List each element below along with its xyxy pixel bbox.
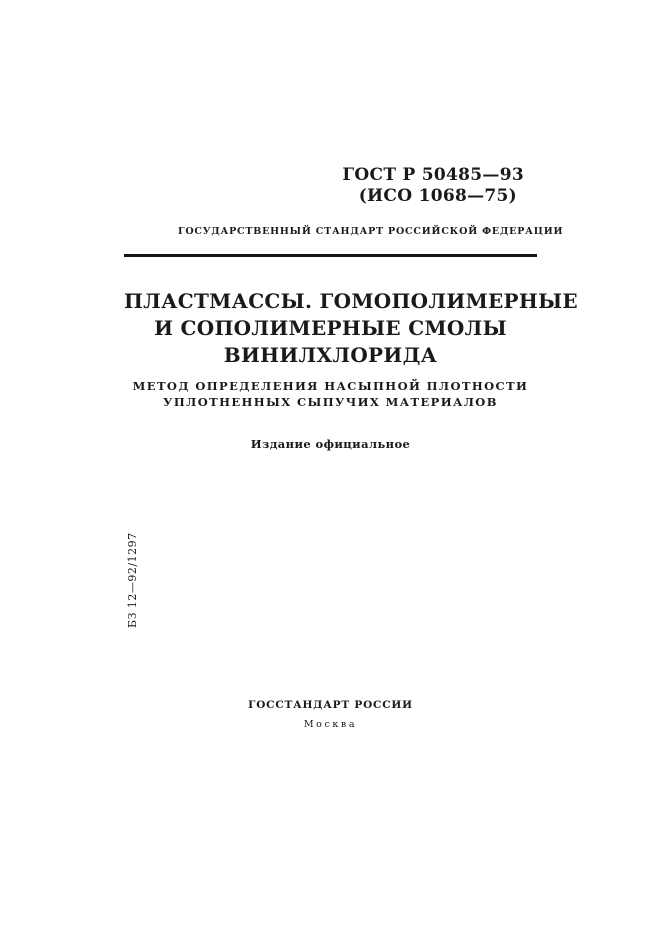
subtitle-line-1: МЕТОД ОПРЕДЕЛЕНИЯ НАСЫПНОЙ ПЛОТНОСТИ (132, 379, 529, 393)
title-line-2: И СОПОЛИМЕРНЫЕ СМОЛЫ (154, 316, 507, 340)
publisher-city: Москва (303, 719, 358, 730)
subtitle-line-2: УПЛОТНЕННЫХ СЫПУЧИХ МАТЕРИАЛОВ (163, 395, 498, 409)
edition-label: Издание официальное (250, 437, 411, 451)
title-line-1: ПЛАСТМАССЫ. ГОМОПОЛИМЕРНЫЕ (124, 289, 578, 313)
standard-code: ГОСТ Р 50485—93 (342, 165, 524, 185)
document-subtitle (124, 378, 537, 410)
title-line-3: ВИНИЛХЛОРИДА (223, 343, 438, 367)
publisher-name: ГОССТАНДАРТ РОССИИ (248, 699, 413, 711)
header-divider (124, 254, 537, 257)
side-registration-code: БЗ 12—92/1297 (126, 532, 139, 628)
document-title (124, 288, 578, 369)
iso-code: (ИСО 1068—75) (358, 186, 517, 206)
state-standard-header: ГОСУДАРСТВЕННЫЙ СТАНДАРТ РОССИЙСКОЙ ФЕДЕРАЦИИ (178, 226, 564, 237)
